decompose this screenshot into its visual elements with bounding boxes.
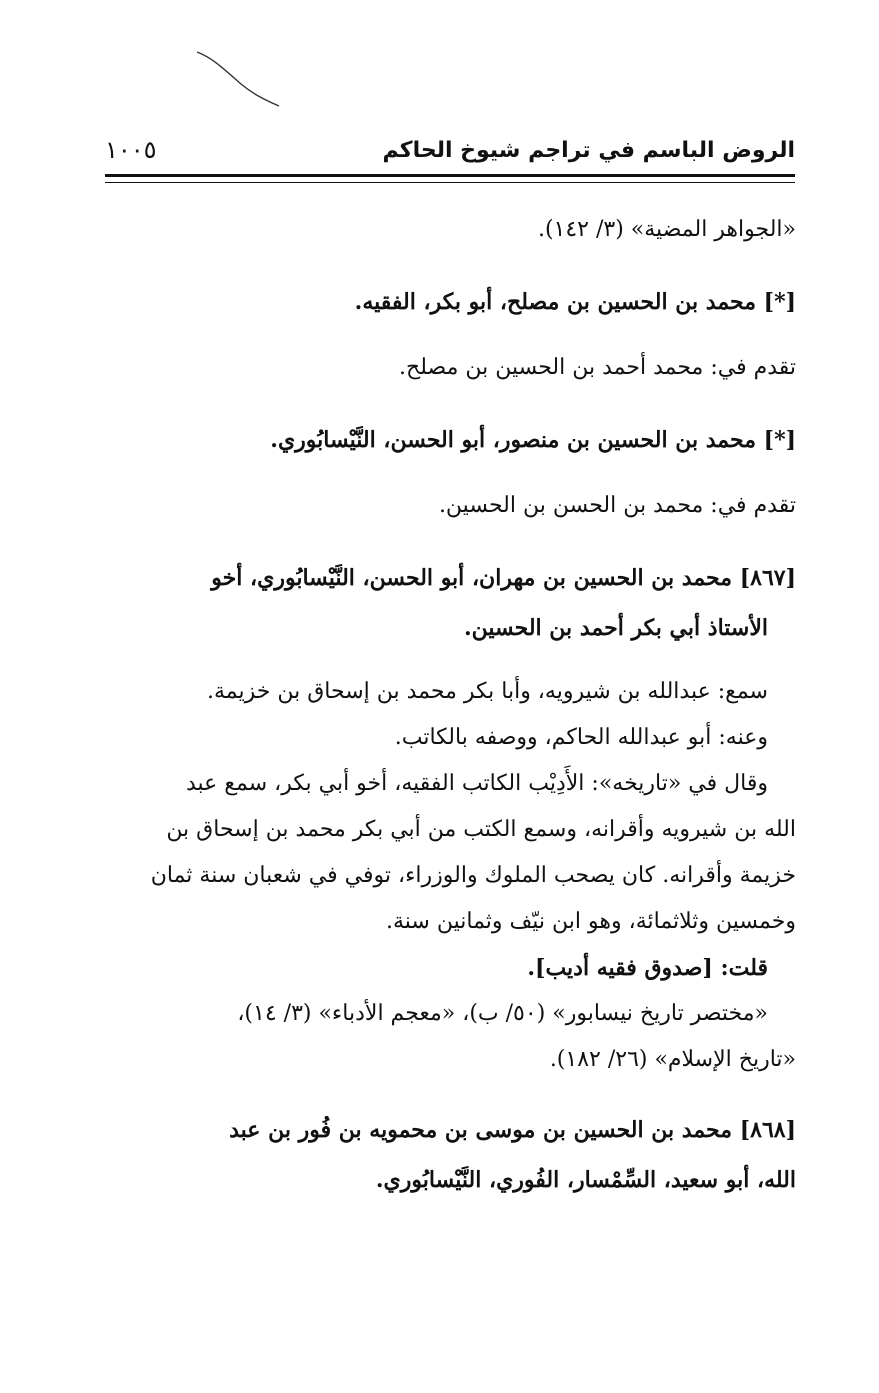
entry-heading: [*] محمد بن الحسين بن منصور، أبو الحسن، النَّيْسابُوري. [270, 427, 796, 453]
entry-868-heading-line-2: الله، أبو سعيد، السِّمْسار، الفُوري، النَّيْسابُوري. [375, 1167, 796, 1193]
reference-line: «الجواهر المضية» (٣/ ١٤٢). [537, 217, 796, 242]
entry-867-heading-line-2: الأستاذ أبي بكر أحمد بن الحسين. [463, 615, 768, 641]
page-number: ١٠٠٥ [105, 136, 157, 164]
quote-line-1: وقال في «تاريخه»: الأَدِيْب الكاتب الفقيه، أخو أبي بكر، سمع عبد [185, 771, 768, 796]
students-line: وعنه: أبو عبدالله الحاكم، ووصفه بالكاتب. [394, 725, 768, 750]
sources-line-2: «تاريخ الإسلام» (٢٦/ ١٨٢). [549, 1047, 796, 1072]
cross-reference-note: تقدم في: محمد بن الحسن بن الحسين. [438, 493, 796, 518]
entry-867-heading-line-1: [٨٦٧] محمد بن الحسين بن مهران، أبو الحسن، النَّيْسابُوري، أخو [211, 565, 796, 591]
entry-heading: [*] محمد بن الحسين بن مصلح، أبو بكر، الفقيه. [354, 289, 796, 315]
verdict-line: قلت: [صدوق فقيه أديب]. [527, 955, 768, 981]
sources-line-1: «مختصر تاريخ نيسابور» (٥٠/ ب)، «معجم الأدباء» (٣/ ١٤)، [237, 1001, 768, 1026]
quote-line-2: الله بن شيرويه وأقرانه، وسمع الكتب من أبي بكر محمد بن إسحاق بن [166, 817, 796, 842]
header-double-rule [105, 174, 795, 183]
quote-line-3: خزيمة وأقرانه. كان يصحب الملوك والوزراء، توفي في شعبان سنة ثمان [150, 863, 796, 888]
teachers-line: سمع: عبدالله بن شيرويه، وأبا بكر محمد بن إسحاق بن خزيمة. [207, 679, 768, 704]
pen-stroke-mark [195, 48, 285, 110]
running-title: الروض الباسم في تراجم شيوخ الحاكم [382, 138, 795, 163]
entry-868-heading-line-1: [٨٦٨] محمد بن الحسين بن موسى بن محمويه بن فُور بن عبد [229, 1117, 796, 1143]
page-body [100, 205, 796, 1205]
quote-line-4: وخمسين وثلاثمائة، وهو ابن نيّف وثمانين سنة. [386, 909, 796, 934]
page-header [105, 134, 795, 174]
cross-reference-note: تقدم في: محمد أحمد بن الحسين بن مصلح. [399, 355, 796, 380]
